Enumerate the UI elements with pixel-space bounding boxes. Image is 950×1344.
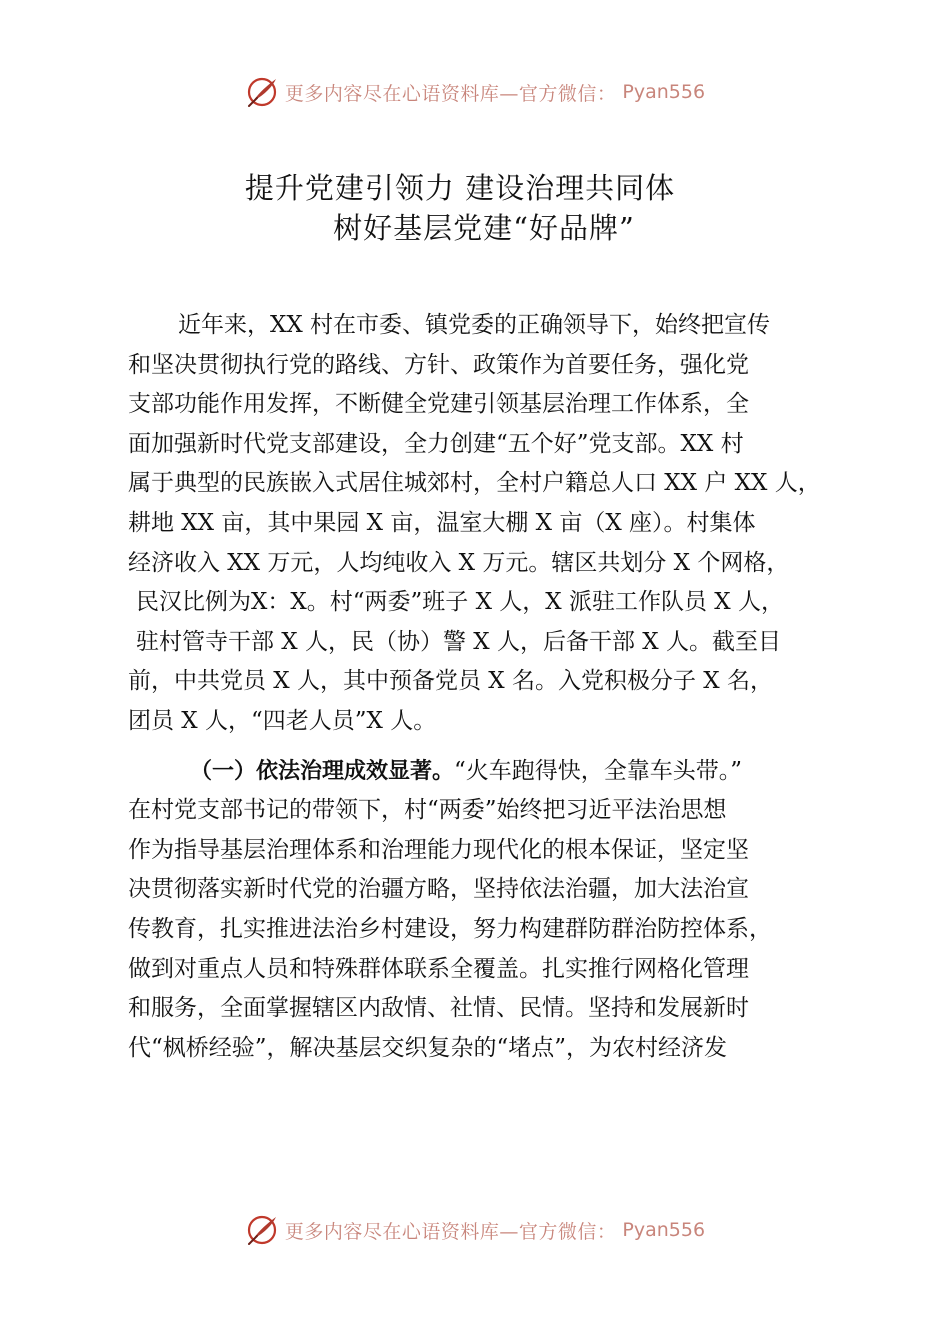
paragraph-line: 经济收入 XX 万元，人均纯收入 X 万元。辖区共划分 X 个网格， xyxy=(128,549,790,576)
paragraph-line: 驻村管寺干部 X 人，民（协）警 X 人，后备干部 X 人。截至目 xyxy=(136,628,781,655)
watermark-wechat-id: Pyan556 xyxy=(622,1219,706,1241)
header-watermark xyxy=(0,72,950,112)
paragraph-line: 前，中共党员 X 人，其中预备党员 X 名。入党积极分子 X 名， xyxy=(128,668,773,695)
section-line: 决贯彻落实新时代党的治疆方略，坚持依法治疆，加大法治宣 xyxy=(128,876,749,903)
section-line: 在村党支部书记的带领下，村“两委”始终把习近平法治思想 xyxy=(128,797,727,824)
quill-logo-icon xyxy=(245,75,279,109)
watermark-text: 更多内容尽在心语资料库—官方微信： xyxy=(284,82,617,105)
paragraph-line: 民汉比例为X：X。村“两委”班子 X 人，X 派驻工作队员 X 人， xyxy=(136,589,784,616)
paragraph-line: 属于典型的民族嵌入式居住城郊村，全村户籍总人口 XX 户 XX 人， xyxy=(128,470,821,497)
title-line-2: 树好基层党建“好品牌” xyxy=(333,211,635,245)
section-line: 传教育，扎实推进法治乡村建设，努力构建群防群治防控体系， xyxy=(128,915,772,942)
paragraph-line: 面加强新时代党支部建设，全力创建“五个好”党支部。XX 村 xyxy=(128,430,744,457)
paragraph-line: 支部功能作用发挥，不断健全党建引领基层治理工作体系，全 xyxy=(128,391,749,418)
document-title xyxy=(0,168,950,248)
document-body xyxy=(128,306,848,1068)
section-heading-line xyxy=(128,752,848,792)
paragraph-line: 和坚决贯彻执行党的路线、方针、政策作为首要任务，强化党 xyxy=(128,351,749,378)
quill-logo-icon xyxy=(245,1213,279,1247)
section-heading: （一）依法治理成效显著。 xyxy=(190,758,455,784)
section-line: 做到对重点人员和特殊群体联系全覆盖。扎实推行网格化管理 xyxy=(128,955,749,982)
paragraph-line: 耕地 XX 亩，其中果园 X 亩，温室大棚 X 亩（X 座）。村集体 xyxy=(128,509,756,536)
section-line: 和服务，全面掌握辖区内敌情、社情、民情。坚持和发展新时 xyxy=(128,995,749,1022)
title-line-1: 提升党建引领力 建设治理共同体 xyxy=(244,171,676,205)
footer-watermark xyxy=(0,1210,950,1250)
paragraph-line: 团员 X 人，“四老人员”X 人。 xyxy=(128,707,437,734)
section-line: 作为指导基层治理体系和治理能力现代化的根本保证，坚定坚 xyxy=(128,836,749,863)
watermark-text: 更多内容尽在心语资料库—官方微信： xyxy=(284,1220,617,1243)
watermark-wechat-id: Pyan556 xyxy=(622,81,706,103)
paragraph-line: 近年来，XX 村在市委、镇党委的正确领导下，始终把宣传 xyxy=(178,312,771,338)
section-lead-quote: “火车跑得快，全靠车头带。” xyxy=(454,757,743,784)
section-line: 代“枫桥经验”，解决基层交织复杂的“堵点”，为农村经济发 xyxy=(128,1034,728,1061)
